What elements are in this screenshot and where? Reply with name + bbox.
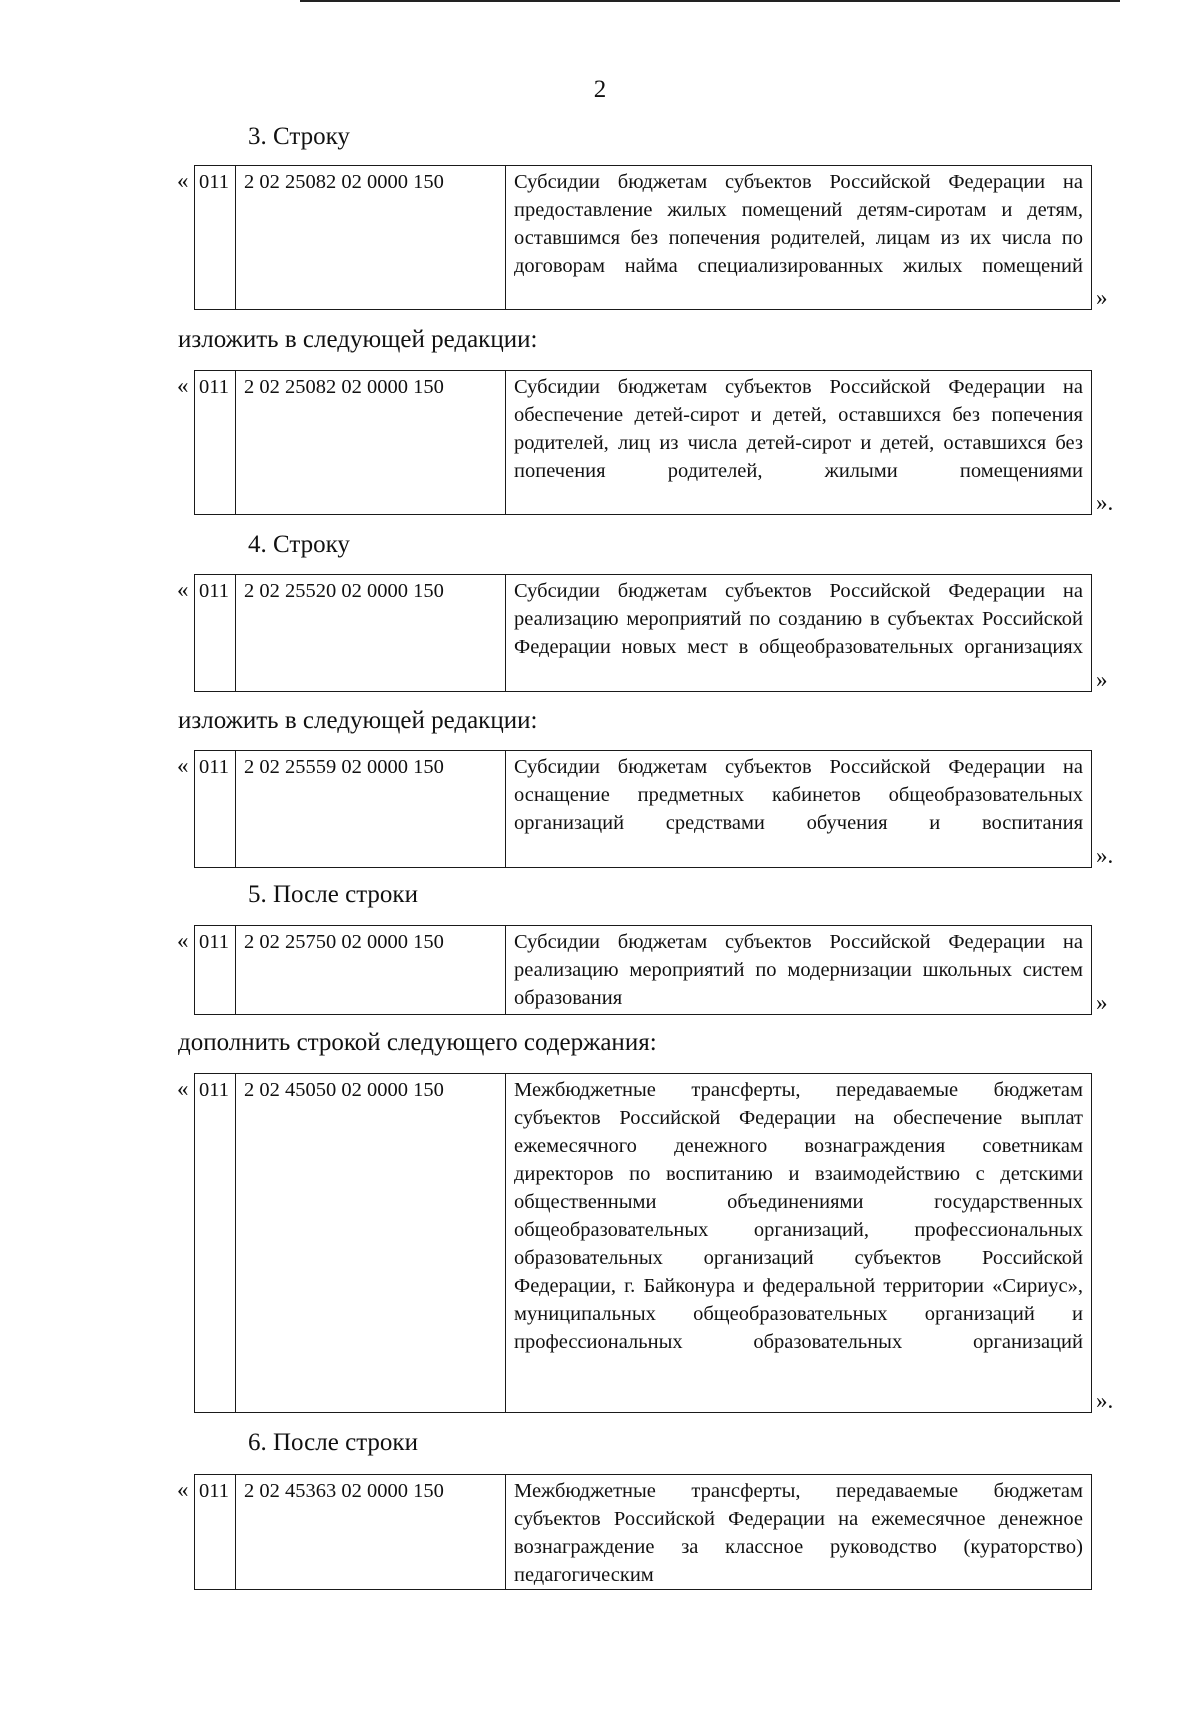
section-6-title: 6. После строки: [248, 1429, 418, 1456]
section-4-instruction: изложить в следующей редакции:: [178, 707, 538, 734]
quote-open: «: [177, 928, 189, 953]
quote-open: «: [177, 168, 189, 193]
name-cell: Субсидии бюджетам субъектов Российской Федерации на обеспечение детей-сирот и детей, оставшихся без попечения родителей, лиц из числа детей-сирот и детей, оставшихся без попечения родителей, жилыми помещениями: [506, 371, 1092, 515]
section-5-title: 5. После строки: [248, 881, 418, 908]
section-3-replacement-row: [178, 370, 1188, 515]
quote-close: ».: [1096, 1388, 1114, 1413]
kbk-cell: 2 02 25559 02 0000 150: [236, 751, 506, 868]
quote-close: »: [1096, 990, 1108, 1015]
quote-open: «: [177, 1076, 189, 1101]
code-cell: 011: [195, 751, 236, 868]
quote-close: »: [1096, 667, 1108, 692]
name-cell: Субсидии бюджетам субъектов Российской Федерации на предоставление жилых помещений детям-сиротам и детям, оставшимся без попечения родителей, лицам из их числа по договорам найма специализированных жилых помещений: [506, 166, 1092, 310]
name-cell: Субсидии бюджетам субъектов Российской Федерации на реализацию мероприятий по модернизации школьных систем образования: [506, 926, 1092, 1015]
quote-close: ».: [1096, 843, 1114, 868]
quote-open: «: [177, 753, 189, 778]
quote-open: «: [177, 577, 189, 602]
name-cell: Межбюджетные трансферты, передаваемые бюджетам субъектов Российской Федерации на ежемесячное денежное вознаграждение за классное руководство (кураторство) педагогическим: [506, 1475, 1092, 1590]
section-5-original-row: [178, 925, 1188, 1015]
section-3-title: 3. Строку: [248, 123, 350, 150]
section-4-original-row: [178, 574, 1188, 692]
section-5-instruction: дополнить строкой следующего содержания:: [178, 1029, 657, 1056]
section-4-title: 4. Строку: [248, 531, 350, 558]
quote-open: «: [177, 373, 189, 398]
section-3-instruction: изложить в следующей редакции:: [178, 326, 538, 353]
kbk-cell: 2 02 25520 02 0000 150: [236, 575, 506, 692]
page-number: 2: [593, 76, 607, 103]
quote-close: ».: [1096, 490, 1114, 515]
kbk-cell: 2 02 25082 02 0000 150: [236, 166, 506, 310]
section-4-replacement-row: [178, 750, 1188, 868]
section-6-original-row: [178, 1474, 1188, 1589]
quote-open: «: [177, 1477, 189, 1502]
code-cell: 011: [195, 371, 236, 515]
name-cell: Межбюджетные трансферты, передаваемые бюджетам субъектов Российской Федерации на обеспечение выплат ежемесячного денежного вознаграждения советникам директоров по воспитанию и взаимодействию с детскими общественными объединениями государственных общеобразовательных организаций, профессиональных образовательных организаций субъектов Российской Федерации, г. Байконура и федеральной территории «Сириус», муниципальных общеобразовательных организаций и профессиональных образовательных организаций: [506, 1074, 1092, 1413]
kbk-cell: 2 02 45363 02 0000 150: [236, 1475, 506, 1590]
kbk-cell: 2 02 25082 02 0000 150: [236, 371, 506, 515]
code-cell: 011: [195, 1475, 236, 1590]
section-3-original-row: [178, 165, 1188, 310]
code-cell: 011: [195, 926, 236, 1015]
name-cell: Субсидии бюджетам субъектов Российской Федерации на оснащение предметных кабинетов общеобразовательных организаций средствами обучения и воспитания: [506, 751, 1092, 868]
code-cell: 011: [195, 575, 236, 692]
kbk-cell: 2 02 25750 02 0000 150: [236, 926, 506, 1015]
quote-close: »: [1096, 285, 1108, 310]
kbk-cell: 2 02 45050 02 0000 150: [236, 1074, 506, 1413]
name-cell: Субсидии бюджетам субъектов Российской Федерации на реализацию мероприятий по созданию в субъектах Российской Федерации новых мест в общеобразовательных организациях: [506, 575, 1092, 692]
section-5-replacement-row: [178, 1073, 1188, 1413]
code-cell: 011: [195, 166, 236, 310]
code-cell: 011: [195, 1074, 236, 1413]
top-rule: [300, 0, 1120, 2]
